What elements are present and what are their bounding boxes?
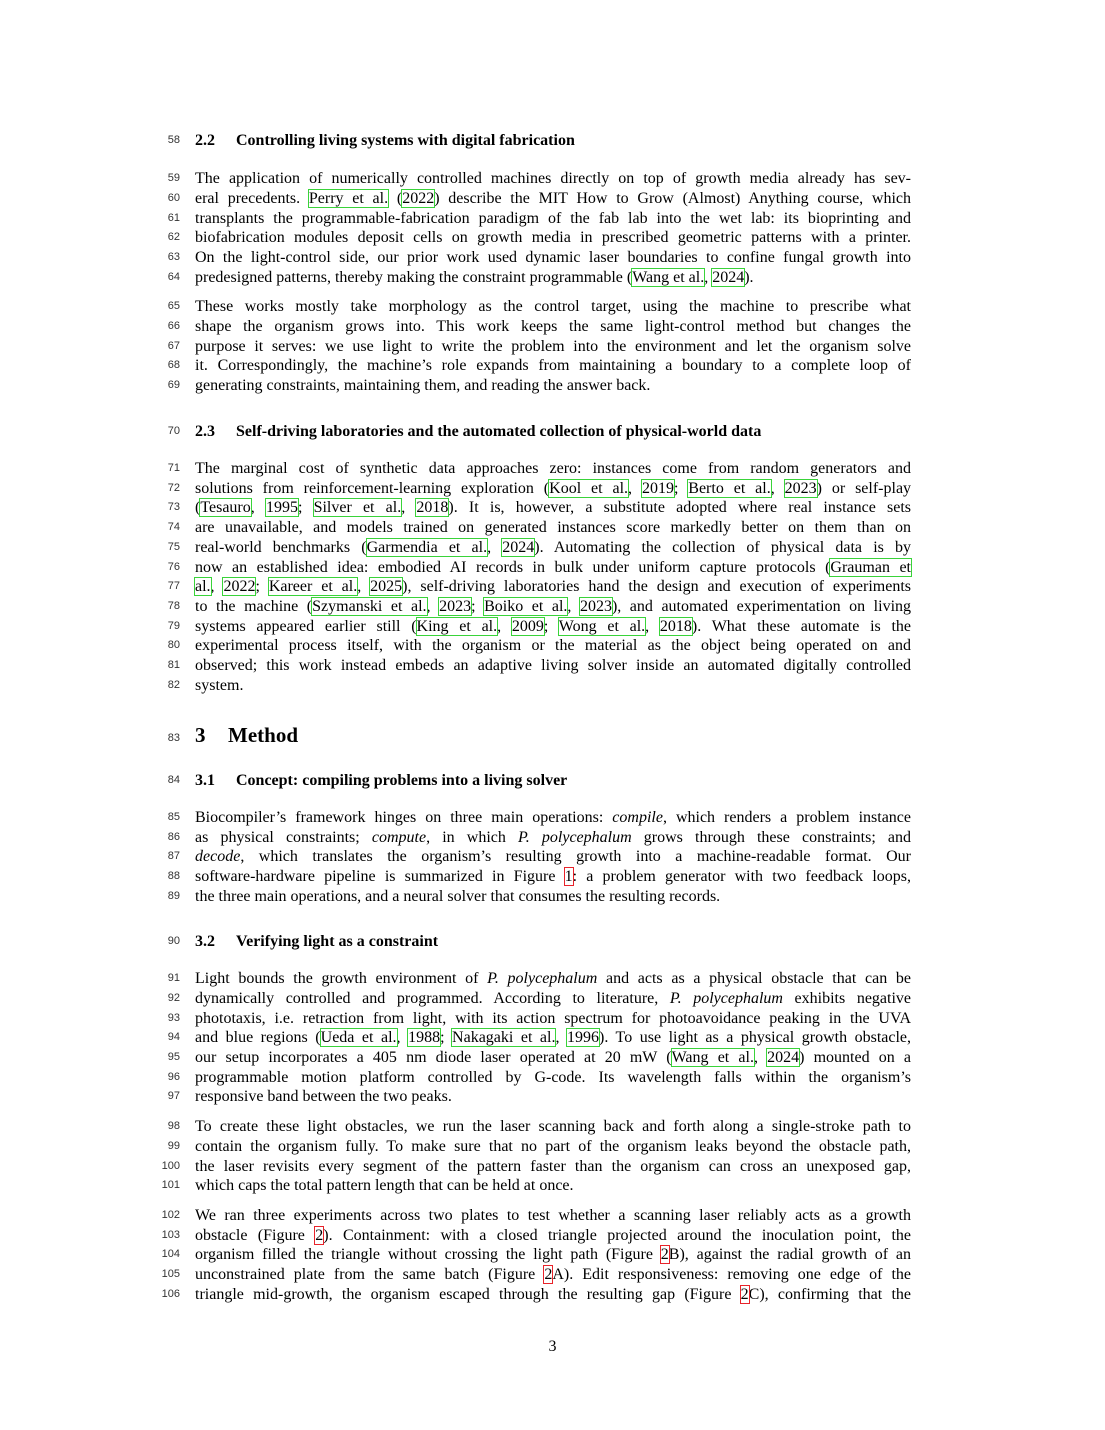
text-run: ,: [357, 578, 371, 595]
text-run: ,: [555, 1029, 567, 1046]
line-number: 74: [167, 521, 180, 533]
paragraph-line: [195, 248, 911, 268]
line-number: 76: [167, 561, 180, 573]
page-number: 3: [548, 1338, 557, 1355]
text-run: organism filled the triangle without crossing the light path (Figure: [195, 1246, 661, 1263]
paragraph-line: [195, 808, 911, 828]
paragraph-line: [195, 1117, 911, 1137]
paragraph-line: [195, 518, 911, 538]
line-number: 94: [167, 1031, 180, 1043]
line-number: 72: [167, 482, 180, 494]
citation-link[interactable]: Garmendia et al.: [366, 539, 488, 556]
text-run: ), self-driving laboratories hand the design and execution of experiments: [402, 578, 912, 595]
line-number: 61: [167, 212, 180, 224]
paragraph-line: [195, 887, 911, 907]
text-run: observed; this work instead embeds an adaptive living solver inside an automated digitally controlled: [195, 657, 911, 674]
text-run: ). It is, however, a substitute adopted where real instance sets: [448, 499, 912, 516]
citation-link[interactable]: 1995: [265, 499, 298, 516]
text-run: , in which: [426, 829, 519, 846]
paragraph-line: [195, 1068, 911, 1088]
text-run: ;: [255, 578, 269, 595]
text-run: C), confirming that the: [748, 1286, 911, 1303]
text-run: ). Containment: with a closed triangle projected around the inoculation point, the: [323, 1227, 912, 1244]
line-number: 101: [161, 1179, 180, 1191]
paragraph-line: [195, 969, 911, 989]
citation-link[interactable]: Grauman et: [830, 559, 912, 576]
paragraph-line: [195, 1009, 911, 1029]
citation-link[interactable]: 2019: [641, 480, 674, 497]
citation-link[interactable]: 2024: [767, 1049, 800, 1066]
text-run: ,: [497, 618, 512, 635]
line-number: 86: [167, 831, 180, 843]
line-number: 67: [167, 340, 180, 352]
subsection-heading: [195, 932, 911, 952]
line-number: 77: [167, 580, 180, 592]
paragraph-line: [195, 1028, 911, 1048]
heading-title: Controlling living systems with digital fabrication: [236, 132, 575, 149]
paragraph-line: [195, 577, 911, 597]
citation-link[interactable]: Berto et al.: [688, 480, 771, 497]
italic-text: compute: [371, 829, 427, 846]
line-number: 97: [167, 1090, 180, 1102]
paragraph-line: [195, 989, 911, 1009]
citation-link[interactable]: 2022: [223, 578, 256, 595]
text-run: predesigned patterns, thereby making the constraint programmable (: [195, 269, 633, 286]
paragraph-line: [195, 459, 911, 479]
citation-link[interactable]: 2023: [784, 480, 817, 497]
figure-reference-link[interactable]: 1: [564, 868, 573, 885]
line-number: 75: [167, 541, 180, 553]
paragraph-line: [195, 376, 911, 396]
text-run: responsive band between the two peaks.: [195, 1088, 452, 1105]
text-run: ;: [673, 480, 689, 497]
text-run: are unavailable, and models trained on generated instances score markedly better on them than on: [195, 519, 911, 536]
text-run: programmable motion platform controlled by G-code. Its wavelength falls within the organism’s: [195, 1069, 911, 1086]
paragraph-line: [195, 356, 911, 376]
text-run: ,: [753, 1049, 768, 1066]
paragraph-line: [195, 847, 911, 867]
line-number: 84: [167, 774, 180, 786]
text-run: , which renders a problem instance: [662, 809, 911, 826]
paragraph-line: [195, 597, 911, 617]
text-run: ;: [543, 618, 559, 635]
citation-link[interactable]: 2018: [659, 618, 692, 635]
text-run: We ran three experiments across two plates to test whether a scanning laser reliably acts as a growth: [195, 1207, 911, 1224]
citation-link[interactable]: Boiko et al.: [484, 598, 568, 615]
text-run: as physical constraints;: [195, 829, 372, 846]
text-run: ), and automated experimentation on living: [611, 598, 912, 615]
text-run: Biocompiler’s framework hinges on three main operations:: [195, 809, 613, 826]
citation-link[interactable]: Szymanski et al.: [312, 598, 427, 615]
line-number: 73: [167, 501, 180, 513]
paragraph-line: [195, 676, 911, 696]
text-run: ;: [297, 499, 314, 516]
citation-link[interactable]: al.: [195, 578, 211, 595]
paragraph-line: [195, 867, 911, 887]
italic-text: P. polycephalum: [518, 829, 632, 846]
text-run: ,: [628, 480, 642, 497]
line-number: 81: [167, 659, 180, 671]
text-run: ).: [744, 269, 754, 286]
heading-title: Verifying light as a constraint: [236, 933, 439, 950]
line-number: 96: [167, 1071, 180, 1083]
citation-link[interactable]: Nakagaki et al.: [452, 1029, 556, 1046]
citation-link[interactable]: 1988: [408, 1029, 441, 1046]
text-run: ). To use light as a physical growth obstacle,: [599, 1029, 912, 1046]
citation-link[interactable]: 2023: [579, 598, 612, 615]
figure-reference-link[interactable]: 2: [660, 1246, 669, 1263]
line-number: 68: [167, 359, 180, 371]
citation-link[interactable]: King et al.: [416, 618, 498, 635]
line-number: 58: [167, 134, 180, 146]
paragraph-line: [195, 1206, 911, 1226]
text-run: our setup incorporates a 405 nm diode laser operated at 20 mW (: [195, 1049, 672, 1066]
text-run: ,: [250, 499, 266, 516]
text-run: eral precedents.: [195, 190, 309, 207]
heading-title: Concept: compiling problems into a living solver: [236, 772, 568, 789]
text-run: ,: [210, 578, 224, 595]
citation-link[interactable]: Perry et al.: [308, 190, 389, 207]
citation-link[interactable]: Kool et al.: [549, 480, 629, 497]
text-run: ,: [396, 1029, 409, 1046]
text-run: To create these light obstacles, we run the laser scanning back and forth along a single-stroke path to: [195, 1118, 911, 1135]
line-number: 87: [167, 850, 180, 862]
paragraph-line: [195, 479, 911, 499]
paragraph-line: [195, 828, 911, 848]
paragraph-line: [195, 636, 911, 656]
text-run: (: [388, 190, 403, 207]
paragraph-line: [195, 317, 911, 337]
text-run: , which translates the organism’s resulting growth into a machine-readable format. Our: [240, 848, 911, 865]
paragraph-line: [195, 558, 911, 578]
line-number: 78: [167, 600, 180, 612]
text-run: purpose it serves: we use light to write the problem into the environment and let the organism solve: [195, 338, 911, 355]
line-number: 65: [167, 300, 180, 312]
text-run: which caps the total pattern length that can be held at once.: [195, 1177, 574, 1194]
text-run: contain the organism fully. To make sure that no part of the organism leaks beyond the obstacle path,: [195, 1138, 911, 1155]
text-run: transplants the programmable-fabrication paradigm of the fab lab into the wet lab: its bioprinting and: [195, 210, 911, 227]
line-number: 102: [161, 1209, 180, 1221]
paragraph-line: [195, 337, 911, 357]
text-run: On the light-control side, our prior work used dynamic laser boundaries to confine fungal growth into: [195, 249, 911, 266]
line-number: 82: [167, 679, 180, 691]
text-run: ,: [567, 598, 580, 615]
paragraph-line: [195, 1176, 911, 1196]
paragraph-line: [195, 1157, 911, 1177]
text-run: ,: [426, 598, 440, 615]
citation-link[interactable]: 1996: [567, 1029, 599, 1046]
paragraph-line: [195, 1226, 911, 1246]
italic-text: compile: [612, 809, 663, 826]
text-run: experimental process itself, with the organism or the material as the object being operated on and: [195, 637, 911, 654]
text-run: and blue regions (: [195, 1029, 321, 1046]
text-run: B), against the radial growth of an: [668, 1246, 912, 1263]
text-run: : a problem generator with two feedback loops,: [572, 868, 911, 885]
text-run: ,: [704, 269, 713, 286]
paragraph-line: [195, 297, 911, 317]
text-run: Light bounds the growth environment of: [195, 970, 488, 987]
paragraph-line: [195, 656, 911, 676]
line-number: 64: [167, 271, 180, 283]
citation-link[interactable]: 2024: [712, 269, 745, 286]
paragraph-line: [195, 498, 911, 518]
citation-link[interactable]: 2025: [370, 578, 403, 595]
italic-text: P. polycephalum: [669, 990, 783, 1007]
paragraph-line: [195, 268, 911, 288]
line-number: 95: [167, 1051, 180, 1063]
citation-link[interactable]: 2018: [416, 499, 449, 516]
line-number: 71: [167, 462, 180, 474]
heading-number: 2.2: [195, 132, 215, 149]
line-number: 83: [167, 732, 180, 744]
text-run: systems appeared earlier still (: [195, 618, 417, 635]
text-run: ;: [471, 598, 485, 615]
text-run: biofabrication modules deposit cells on growth media in prescribed geometric patterns with a printer.: [195, 229, 911, 246]
line-number: 85: [167, 811, 180, 823]
line-number: 88: [167, 870, 180, 882]
paragraph-line: [195, 189, 911, 209]
text-run: the three main operations, and a neural solver that consumes the resulting records.: [195, 888, 721, 905]
text-run: exhibits negative: [782, 990, 912, 1007]
citation-link[interactable]: Silver et al.: [313, 499, 402, 516]
text-run: These works mostly take morphology as the control target, using the machine to prescribe what: [195, 298, 911, 315]
line-number: 93: [167, 1012, 180, 1024]
subsection-heading: [195, 771, 911, 791]
text-run: solutions from reinforcement-learning exploration (: [195, 480, 550, 497]
text-run: generating constraints, maintaining them, and reading the answer back.: [195, 377, 651, 394]
text-run: ) or self-play: [816, 480, 912, 497]
line-number: 103: [161, 1229, 180, 1241]
line-number: 104: [161, 1248, 180, 1260]
text-run: The application of numerically controlled machines directly on top of growth media already has sev-: [195, 170, 911, 187]
paragraph-line: [195, 1087, 911, 1107]
text-run: A). Edit responsiveness: removing one edge of the: [552, 1266, 911, 1283]
line-number: 63: [167, 251, 180, 263]
text-run: ,: [645, 618, 660, 635]
citation-link[interactable]: 2024: [502, 539, 535, 556]
citation-link[interactable]: Wang et al.: [632, 269, 705, 286]
citation-link[interactable]: Kareer et al.: [268, 578, 358, 595]
text-run: to the machine (: [195, 598, 313, 615]
text-run: real-world benchmarks (: [195, 539, 367, 556]
citation-link[interactable]: 2009: [511, 618, 544, 635]
subsection-heading: [195, 131, 911, 151]
text-run: ,: [401, 499, 417, 516]
text-run: phototaxis, i.e. retraction from light, with its action spectrum for photoavoidance peaking in the UVA: [195, 1010, 911, 1027]
paragraph-line: [195, 1245, 911, 1265]
text-run: it. Correspondingly, the machine’s role expands from maintaining a boundary to a complete loop of: [195, 357, 911, 374]
text-run: The marginal cost of synthetic data approaches zero: instances come from random generators and: [195, 460, 911, 477]
heading-number: 3.2: [195, 933, 215, 950]
citation-link[interactable]: Ueda et al.: [320, 1029, 397, 1046]
figure-reference-link[interactable]: 2: [315, 1227, 324, 1244]
text-run: unconstrained plate from the same batch (Figure: [195, 1266, 545, 1283]
heading-number: 3.1: [195, 772, 215, 789]
italic-text: P. polycephalum: [487, 970, 598, 987]
text-run: dynamically controlled and programmed. According to literature,: [195, 990, 670, 1007]
text-run: system.: [195, 677, 244, 694]
line-number: 100: [161, 1160, 180, 1172]
text-run: ,: [770, 480, 785, 497]
heading-number: 3: [195, 723, 206, 747]
subsection-heading: [195, 422, 911, 442]
line-number: 105: [161, 1268, 180, 1280]
citation-link[interactable]: Wang et al.: [671, 1049, 754, 1066]
line-number: 99: [167, 1140, 180, 1152]
line-number: 90: [167, 935, 180, 947]
text-run: ). What these automate is the: [691, 618, 912, 635]
figure-reference-link[interactable]: 2: [740, 1286, 749, 1303]
citation-link[interactable]: Tesauro: [200, 499, 251, 516]
line-number: 91: [167, 972, 180, 984]
paragraph-line: [195, 538, 911, 558]
text-run: software-hardware pipeline is summarized in Figure: [195, 868, 565, 885]
section-heading: [195, 723, 911, 747]
paragraph-line: [195, 1137, 911, 1157]
italic-text: decode: [195, 848, 241, 865]
line-number: 98: [167, 1120, 180, 1132]
text-run: shape the organism grows into. This work keeps the same light-control method but changes the: [195, 318, 911, 335]
heading-title: Method: [228, 723, 298, 747]
heading-title: Self-driving laboratories and the automated collection of physical-world data: [236, 423, 762, 440]
paragraph-line: [195, 1265, 911, 1285]
figure-reference-link[interactable]: 2: [544, 1266, 553, 1283]
paragraph-line: [195, 228, 911, 248]
line-number: 62: [167, 231, 180, 243]
citation-link[interactable]: Wong et al.: [558, 618, 646, 635]
line-number: 89: [167, 890, 180, 902]
paragraph-line: [195, 617, 911, 637]
paragraph-line: [195, 169, 911, 189]
text-run: ) mounted on a: [799, 1049, 912, 1066]
text-run: ). Automating the collection of physical data is by: [534, 539, 912, 556]
text-run: and acts as a physical obstacle that can be: [597, 970, 911, 987]
line-number: 106: [161, 1288, 180, 1300]
text-run: triangle mid-growth, the organism escaped through the resulting gap (Figure: [195, 1286, 741, 1303]
text-run: ,: [487, 539, 503, 556]
line-number: 59: [167, 172, 180, 184]
text-run: grows through these constraints; and: [631, 829, 912, 846]
text-run: the laser revisits every segment of the pattern faster than the organism can cross an unexposed gap,: [195, 1158, 911, 1175]
line-number: 80: [167, 639, 180, 651]
heading-number: 2.3: [195, 423, 215, 440]
line-number: 60: [167, 192, 180, 204]
line-number: 66: [167, 320, 180, 332]
paragraph-line: [195, 1048, 911, 1068]
text-run: ;: [440, 1029, 453, 1046]
line-number: 70: [167, 425, 180, 437]
line-number: 69: [167, 379, 180, 391]
text-run: ) describe the MIT How to Grow (Almost) Anything course, which: [434, 190, 912, 207]
paragraph-line: [195, 1285, 911, 1305]
text-run: (: [195, 499, 201, 516]
text-run: now an established idea: embodied AI records in bulk under uniform capture protocols (: [195, 559, 831, 576]
paragraph-line: [195, 209, 911, 229]
line-number: 92: [167, 992, 180, 1004]
text-run: obstacle (Figure: [195, 1227, 316, 1244]
citation-link[interactable]: 2023: [439, 598, 472, 615]
line-number: 79: [167, 620, 180, 632]
citation-link[interactable]: 2022: [402, 190, 435, 207]
